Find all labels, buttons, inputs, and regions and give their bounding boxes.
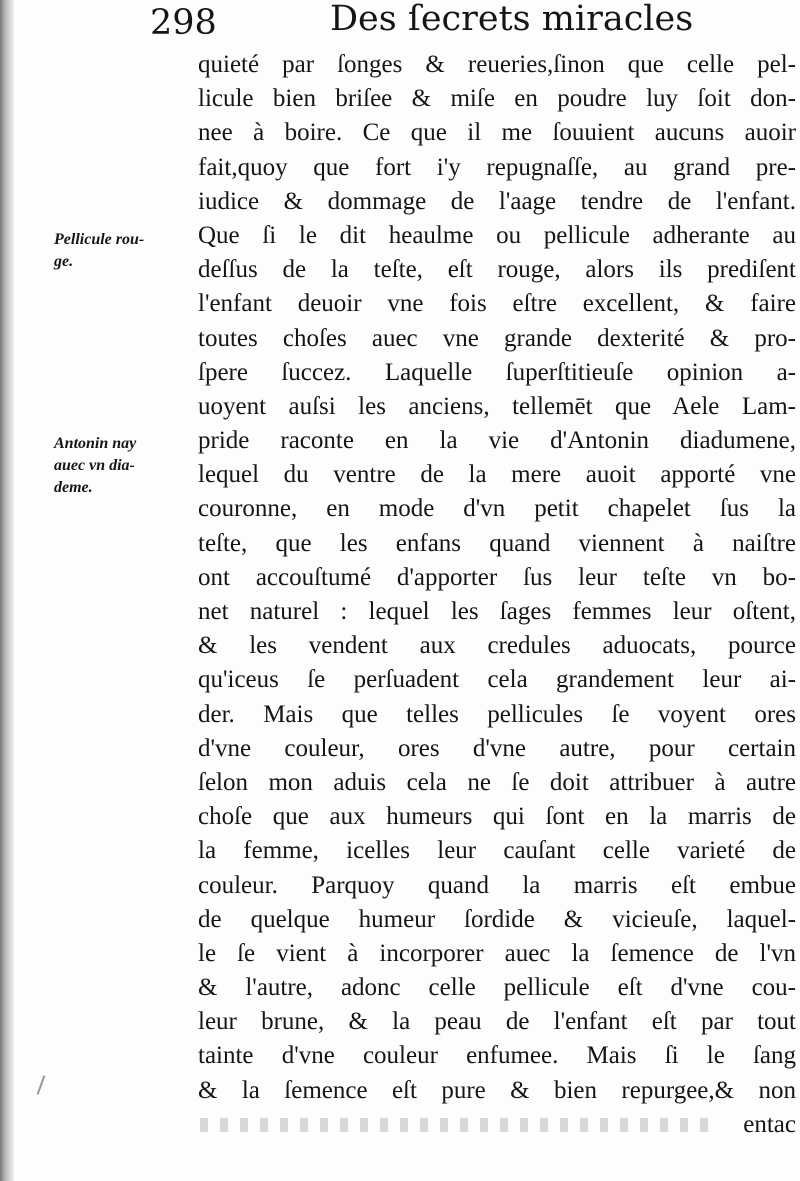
text-line: iudice & dommage de l'aage tendre de l'enfant. — [198, 187, 796, 215]
text-line: licule bien briſee & miſe en poudre luy ſoit don- — [198, 85, 796, 113]
text-line: net naturel : lequel les ſages femmes leur oſtent, — [198, 598, 796, 625]
margin-note-pellicule-rouge — [54, 229, 196, 273]
text-line: d'vne couleur, ores d'vne autre, pour certain — [198, 734, 796, 762]
text-line: fait,quoy que fort i'y repugnaſſe, au grand pre- — [198, 153, 796, 181]
margin-note-line: ge. — [54, 253, 74, 270]
text-line: & les vendent aux credules aduocats, pource — [198, 632, 796, 660]
margin-note-line: auec vn dia- — [54, 457, 135, 474]
stray-ink-mark — [37, 1075, 46, 1094]
text-line: leur brune, & la peau de l'enfant eſt par tout — [198, 1008, 796, 1036]
text-line: lequel du ventre de la mere auoit apporté vne — [198, 461, 796, 489]
margin-note-line: Antonin nay — [54, 435, 137, 452]
text-line: couleur. Parquoy quand la marris eſt embue — [198, 871, 796, 899]
text-line: deſſus de la teſte, eſt rouge, alors ils prediſent — [198, 256, 796, 284]
text-line: quieté par ſonges & reueries,ſinon que celle pel- — [198, 51, 796, 78]
text-line: choſe que aux humeurs qui ſont en la marris de — [198, 803, 796, 831]
text-line: qu'iceus ſe perſuadent cela grandement leur ai- — [198, 666, 796, 694]
text-line: de quelque humeur ſordide & vicieuſe, laquel- — [198, 905, 796, 933]
text-line: & la ſemence eſt pure & bien repurgee,& non — [198, 1076, 796, 1104]
text-line: l'enfant deuoir vne fois eſtre excellent, & faire — [198, 290, 796, 318]
text-line: ſelon mon aduis cela ne ſe doit attribuer à autre — [198, 768, 796, 796]
page-number: 298 — [150, 3, 217, 43]
margin-note-antonin — [54, 433, 196, 499]
margin-note-line: Pellicule rou- — [54, 231, 145, 248]
text-line: le ſe vient à incorporer auec la ſemence de l'vn — [198, 939, 796, 967]
text-line: Que ſi le dit heaulme ou pellicule adherante au — [198, 221, 796, 249]
text-line: ſpere ſuccez. Laquelle ſuperſtitieuſe opinion a- — [198, 358, 796, 386]
text-line: & l'autre, adonc celle pellicule eſt d'vne cou- — [198, 974, 796, 1002]
binding-gutter-shadow — [0, 0, 14, 1181]
text-line: der. Mais que telles pellicules ſe voyent ores — [198, 700, 796, 728]
text-line: couronne, en mode d'vn petit chapelet ſus la — [198, 495, 796, 523]
text-line: nee à boire. Ce que il me ſouuient aucuns auoir — [198, 119, 796, 147]
text-line: tainte d'vne couleur enfumee. Mais ſi le ſang — [198, 1042, 796, 1070]
text-line: uoyent auſsi les anciens, tellemēt que Aele Lam- — [198, 392, 796, 420]
catchword: entac — [743, 1110, 796, 1138]
body-text — [198, 48, 796, 1142]
margin-note-line: deme. — [54, 479, 93, 496]
text-line: pride raconte en la vie d'Antonin diadumene, — [198, 427, 796, 455]
show-through-bleed — [200, 1118, 720, 1132]
page-header — [140, 0, 780, 46]
running-title: Des ſecrets miracles — [330, 0, 694, 39]
text-line: la femme, icelles leur cauſant celle varieté de — [198, 837, 796, 865]
text-line: toutes choſes auec vne grande dexterité & pro- — [198, 324, 796, 352]
text-line: ont accouſtumé d'apporter ſus leur teſte vn bo- — [198, 563, 796, 591]
text-line: teſte, que les enfans quand viennent à naiſtre — [198, 529, 796, 557]
